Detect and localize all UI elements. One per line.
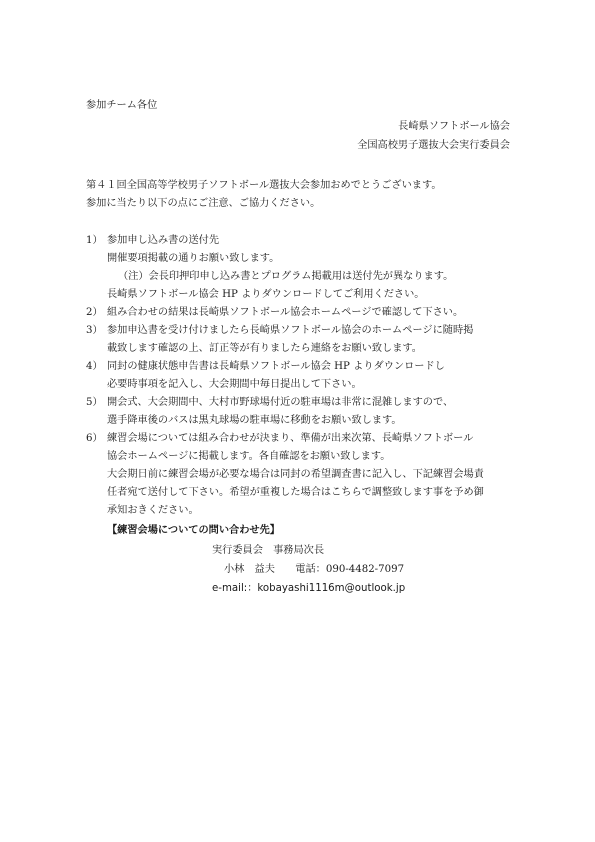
intro-line-2: 参加に当たり以下の点にご注意、ご協力ください。: [86, 198, 321, 209]
item-6-line-3: 大会期日前に練習会場が必要な場合は同封の希望調査書に記入し、下記練習会場責: [107, 469, 484, 480]
item-3-line-2: 載致します確認の上、訂正等が有りましたら連絡をお願い致します。: [107, 343, 422, 354]
item-6-line-4: 任者宛て送付して下さい。希望が重複した場合はこちらで調整致します事を予め御: [107, 487, 484, 498]
sender-org: 長崎県ソフトボール協会: [398, 121, 510, 132]
contact-email: e-mail:：kobayashi1116m@outlook.jp: [212, 583, 406, 594]
item-1-line-2: 開催要項掲載の通りお願い致します。: [107, 253, 280, 264]
item-3-number: 3）: [86, 325, 103, 336]
item-5-line-1: 開会式、大会期間中、大村市野球場付近の駐車場は非常に混雑しますので、: [107, 397, 454, 408]
item-4-line-2: 必要時事項を記入し、大会期間中毎日提出して下さい。: [107, 379, 362, 390]
item-1-number: 1）: [86, 235, 103, 246]
item-4-line-1: 同封の健康状態申告書は長崎県ソフトボール協会 HP よりダウンロードし: [107, 361, 445, 372]
item-3-line-1: 参加申込書を受け付けましたら長崎県ソフトボール協会のホームページに随時掲: [107, 325, 474, 336]
item-6-line-5: 承知おきください。: [107, 505, 199, 516]
intro-line-1: 第４１回全国高等学校男子ソフトボール選抜大会参加おめでとうございます。: [86, 180, 442, 191]
contact-name-phone: 小林 益夫 電話：090-4482-7097: [224, 564, 405, 575]
item-2-line-1: 組み合わせの結果は長崎県ソフトボール協会ホームページで確認して下さい。: [107, 307, 464, 318]
addressee: 参加チーム各位: [86, 100, 158, 111]
item-5-number: 5）: [86, 397, 103, 408]
item-5-line-2: 選手降車後のバスは黒丸球場の駐車場に移動をお願い致します。: [107, 415, 402, 426]
item-1-line-1: 参加申し込み書の送付先: [107, 235, 220, 246]
contact-role: 実行委員会 事務局次長: [212, 545, 325, 556]
item-6-line-1: 練習会場については組み合わせが決まり、準備が出来次第、長崎県ソフトボール: [107, 433, 474, 444]
item-1-note: （注）会長印押印申し込み書とプログラム掲載用は送付先が異なります。: [118, 271, 454, 282]
item-4-number: 4）: [86, 361, 103, 372]
item-6-line-2: 協会ホームページに掲載します。各自確認をお願い致します。: [107, 451, 391, 462]
sender-committee: 全国高校男子選抜大会実行委員会: [357, 140, 510, 151]
item-6-number: 6）: [86, 433, 103, 444]
contact-heading: 【練習会場についての問い合わせ先】: [107, 525, 280, 536]
item-1-line-4: 長崎県ソフトボール協会 HP よりダウンロードしてご利用ください。: [107, 289, 425, 300]
item-2-number: 2）: [86, 307, 103, 318]
